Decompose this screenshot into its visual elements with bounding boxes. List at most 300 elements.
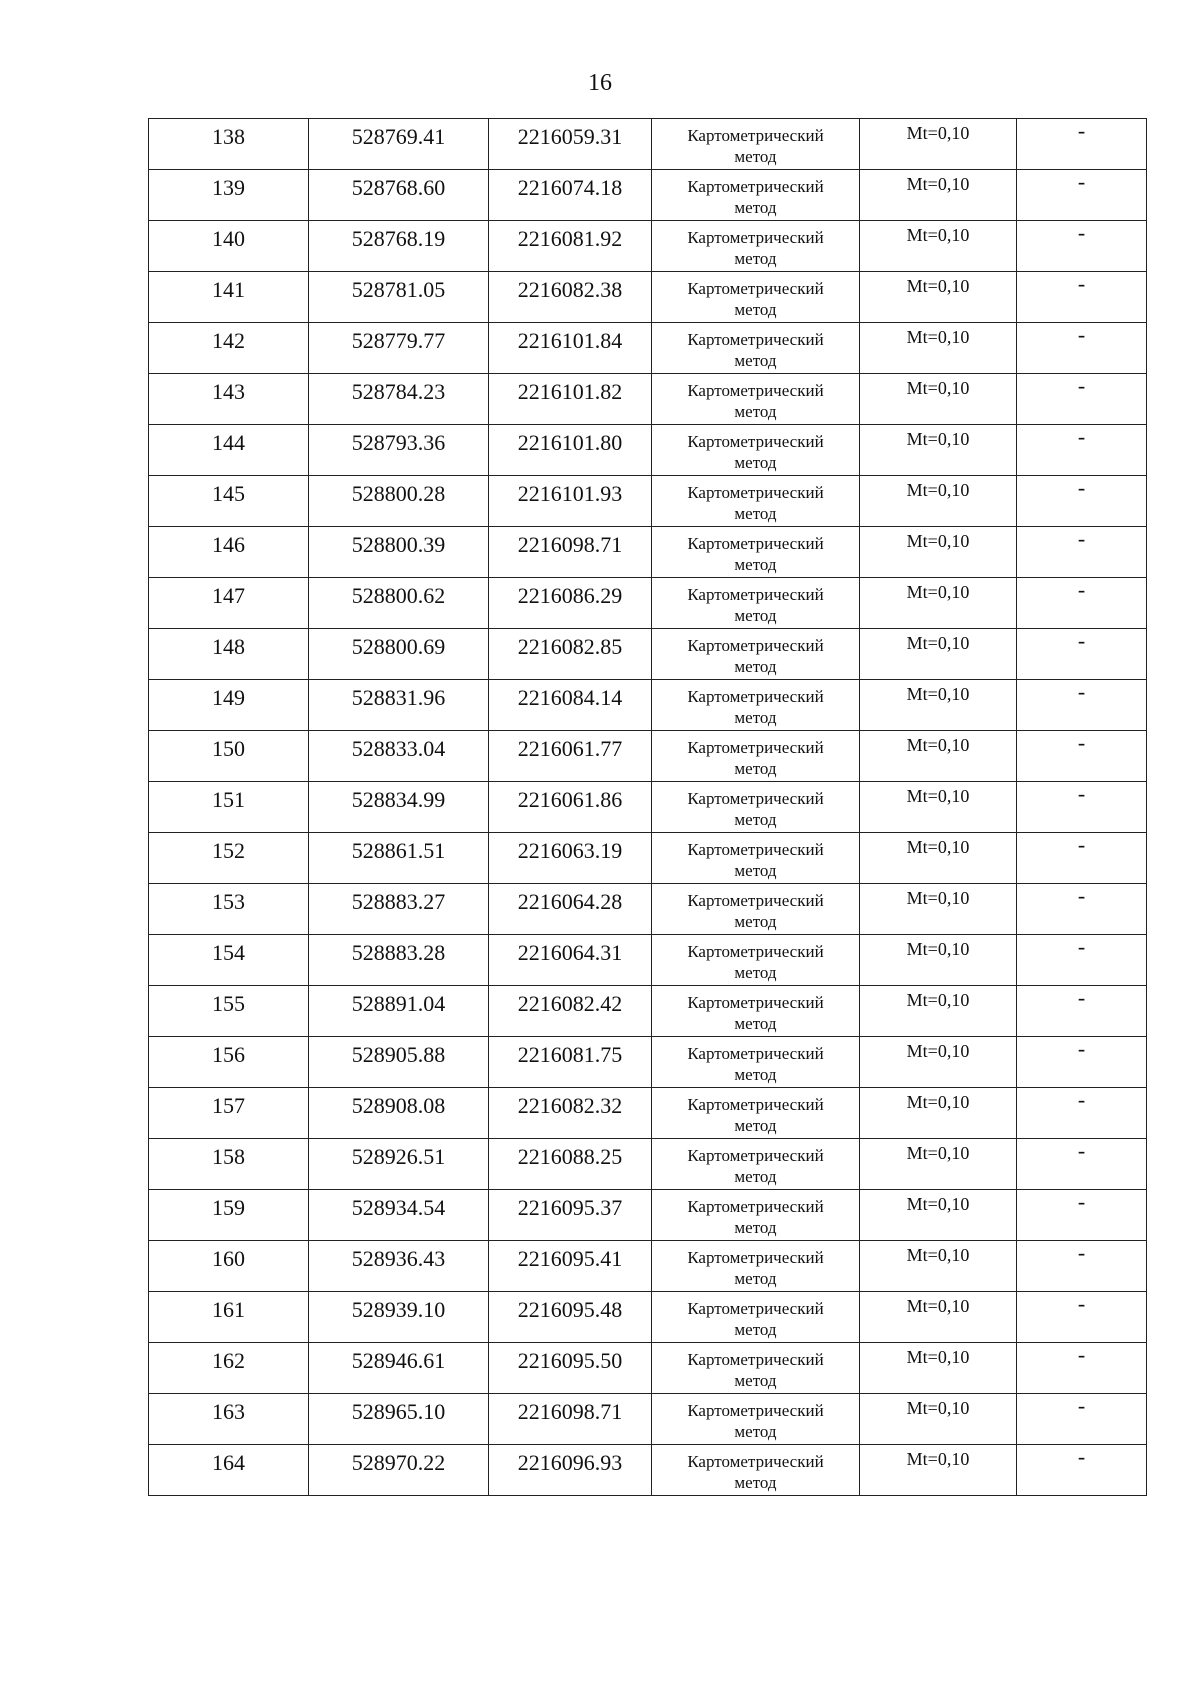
- table-row: [149, 119, 1147, 170]
- y-coordinate-text: 2216101.84: [517, 328, 623, 353]
- note-text: -: [1077, 373, 1086, 398]
- method-text: метод: [734, 249, 777, 268]
- accuracy-cell: [860, 833, 1017, 884]
- x-coordinate-text: 528833.04: [351, 736, 446, 761]
- accuracy-cell: [860, 119, 1017, 170]
- method-text: метод: [734, 1116, 777, 1135]
- accuracy-cell: [860, 680, 1017, 731]
- note-cell: [1017, 935, 1147, 986]
- method-text: метод: [734, 351, 777, 370]
- note-cell: [1017, 374, 1147, 425]
- x-coordinate-cell: [309, 935, 489, 986]
- note-text: -: [1077, 118, 1086, 143]
- method-text: Картометрический: [687, 840, 824, 859]
- note-text: -: [1077, 577, 1086, 602]
- table-row: [149, 833, 1147, 884]
- accuracy-text: Mt=0,10: [906, 1092, 970, 1112]
- method-text: метод: [734, 1269, 777, 1288]
- accuracy-text: Mt=0,10: [906, 225, 970, 245]
- accuracy-cell: [860, 884, 1017, 935]
- table-row: [149, 578, 1147, 629]
- accuracy-cell: [860, 1445, 1017, 1496]
- x-coordinate-text: 528768.19: [351, 226, 446, 251]
- accuracy-text: Mt=0,10: [906, 1041, 970, 1061]
- accuracy-cell: [860, 731, 1017, 782]
- point-number-text: 148: [212, 634, 245, 659]
- x-coordinate-text: 528800.28: [351, 481, 446, 506]
- y-coordinate-cell: [489, 1445, 652, 1496]
- point-number-cell: [149, 1190, 309, 1241]
- y-coordinate-cell: [489, 374, 652, 425]
- note-cell: [1017, 1139, 1147, 1190]
- table-row: [149, 1088, 1147, 1139]
- y-coordinate-text: 2216061.77: [517, 736, 623, 761]
- accuracy-text: Mt=0,10: [906, 1296, 970, 1316]
- method-text: метод: [734, 912, 777, 931]
- accuracy-text: Mt=0,10: [906, 327, 970, 347]
- method-text: Картометрический: [687, 891, 824, 910]
- point-number-text: 145: [212, 481, 245, 506]
- point-number-cell: [149, 1445, 309, 1496]
- y-coordinate-text: 2216095.41: [517, 1246, 623, 1271]
- x-coordinate-cell: [309, 731, 489, 782]
- y-coordinate-cell: [489, 782, 652, 833]
- point-number-text: 155: [212, 991, 245, 1016]
- y-coordinate-text: 2216096.93: [517, 1450, 623, 1475]
- note-cell: [1017, 731, 1147, 782]
- method-text: Картометрический: [687, 177, 824, 196]
- point-number-cell: [149, 1037, 309, 1088]
- x-coordinate-cell: [309, 1037, 489, 1088]
- method-cell: [652, 1445, 860, 1496]
- note-text: -: [1077, 1240, 1086, 1265]
- y-coordinate-text: 2216063.19: [517, 838, 623, 863]
- note-text: -: [1077, 1036, 1086, 1061]
- accuracy-cell: [860, 272, 1017, 323]
- method-text: метод: [734, 300, 777, 319]
- y-coordinate-text: 2216086.29: [517, 583, 623, 608]
- accuracy-text: Mt=0,10: [906, 939, 970, 959]
- method-cell: [652, 476, 860, 527]
- method-text: метод: [734, 147, 777, 166]
- point-number-text: 163: [212, 1399, 245, 1424]
- point-number-text: 141: [212, 277, 245, 302]
- method-cell: [652, 1343, 860, 1394]
- note-cell: [1017, 680, 1147, 731]
- x-coordinate-text: 528891.04: [351, 991, 446, 1016]
- point-number-cell: [149, 476, 309, 527]
- note-text: -: [1077, 1444, 1086, 1469]
- method-cell: [652, 221, 860, 272]
- method-cell: [652, 1088, 860, 1139]
- y-coordinate-cell: [489, 986, 652, 1037]
- note-cell: [1017, 1088, 1147, 1139]
- accuracy-text: Mt=0,10: [906, 276, 970, 296]
- method-cell: [652, 1394, 860, 1445]
- point-number-text: 161: [212, 1297, 245, 1322]
- accuracy-text: Mt=0,10: [906, 735, 970, 755]
- x-coordinate-text: 528779.77: [351, 328, 446, 353]
- y-coordinate-cell: [489, 1190, 652, 1241]
- table-row: [149, 680, 1147, 731]
- method-cell: [652, 1241, 860, 1292]
- x-coordinate-cell: [309, 1445, 489, 1496]
- method-text: Картометрический: [687, 1248, 824, 1267]
- note-text: -: [1077, 832, 1086, 857]
- accuracy-cell: [860, 170, 1017, 221]
- note-text: -: [1077, 781, 1086, 806]
- accuracy-text: Mt=0,10: [906, 378, 970, 398]
- accuracy-cell: [860, 221, 1017, 272]
- table-row: [149, 170, 1147, 221]
- x-coordinate-text: 528908.08: [351, 1093, 446, 1118]
- method-text: метод: [734, 1422, 777, 1441]
- accuracy-cell: [860, 1292, 1017, 1343]
- x-coordinate-text: 528769.41: [351, 124, 446, 149]
- note-cell: [1017, 1241, 1147, 1292]
- accuracy-text: Mt=0,10: [906, 684, 970, 704]
- method-text: Картометрический: [687, 1146, 824, 1165]
- note-cell: [1017, 986, 1147, 1037]
- table-row: [149, 425, 1147, 476]
- point-number-cell: [149, 680, 309, 731]
- table-row: [149, 884, 1147, 935]
- method-text: метод: [734, 1473, 777, 1492]
- x-coordinate-text: 528970.22: [351, 1450, 446, 1475]
- x-coordinate-text: 528883.27: [351, 889, 446, 914]
- method-text: Картометрический: [687, 789, 824, 808]
- table-row: [149, 1445, 1147, 1496]
- method-text: Картометрический: [687, 1350, 824, 1369]
- method-text: Картометрический: [687, 432, 824, 451]
- x-coordinate-cell: [309, 629, 489, 680]
- accuracy-text: Mt=0,10: [906, 1143, 970, 1163]
- method-cell: [652, 884, 860, 935]
- method-text: метод: [734, 861, 777, 880]
- x-coordinate-cell: [309, 221, 489, 272]
- x-coordinate-cell: [309, 833, 489, 884]
- note-text: -: [1077, 679, 1086, 704]
- method-cell: [652, 1190, 860, 1241]
- method-text: Картометрический: [687, 1197, 824, 1216]
- method-text: метод: [734, 504, 777, 523]
- point-number-text: 149: [212, 685, 245, 710]
- note-cell: [1017, 119, 1147, 170]
- y-coordinate-text: 2216082.38: [517, 277, 623, 302]
- table-row: [149, 1292, 1147, 1343]
- x-coordinate-text: 528800.69: [351, 634, 446, 659]
- method-text: метод: [734, 1014, 777, 1033]
- note-text: -: [1077, 730, 1086, 755]
- method-text: метод: [734, 1320, 777, 1339]
- x-coordinate-text: 528926.51: [351, 1144, 446, 1169]
- y-coordinate-cell: [489, 272, 652, 323]
- x-coordinate-cell: [309, 1139, 489, 1190]
- y-coordinate-cell: [489, 935, 652, 986]
- method-text: метод: [734, 555, 777, 574]
- note-cell: [1017, 221, 1147, 272]
- x-coordinate-cell: [309, 578, 489, 629]
- note-cell: [1017, 323, 1147, 374]
- point-number-cell: [149, 731, 309, 782]
- method-text: метод: [734, 1167, 777, 1186]
- x-coordinate-text: 528831.96: [351, 685, 446, 710]
- method-text: Картометрический: [687, 228, 824, 247]
- point-number-cell: [149, 986, 309, 1037]
- page-number: 16: [588, 70, 612, 96]
- accuracy-cell: [860, 1139, 1017, 1190]
- method-text: Картометрический: [687, 381, 824, 400]
- point-number-cell: [149, 1088, 309, 1139]
- note-cell: [1017, 629, 1147, 680]
- accuracy-cell: [860, 476, 1017, 527]
- x-coordinate-cell: [309, 323, 489, 374]
- y-coordinate-cell: [489, 884, 652, 935]
- y-coordinate-cell: [489, 221, 652, 272]
- point-number-text: 139: [212, 175, 245, 200]
- y-coordinate-cell: [489, 629, 652, 680]
- method-text: Картометрический: [687, 330, 824, 349]
- method-cell: [652, 272, 860, 323]
- y-coordinate-text: 2216074.18: [517, 175, 623, 200]
- y-coordinate-cell: [489, 119, 652, 170]
- point-number-cell: [149, 629, 309, 680]
- point-number-text: 164: [212, 1450, 245, 1475]
- y-coordinate-text: 2216101.82: [517, 379, 623, 404]
- method-text: метод: [734, 1218, 777, 1237]
- point-number-text: 142: [212, 328, 245, 353]
- note-cell: [1017, 833, 1147, 884]
- x-coordinate-cell: [309, 374, 489, 425]
- y-coordinate-text: 2216095.48: [517, 1297, 623, 1322]
- table-row: [149, 986, 1147, 1037]
- y-coordinate-text: 2216098.71: [517, 532, 623, 557]
- point-number-text: 160: [212, 1246, 245, 1271]
- point-number-text: 147: [212, 583, 245, 608]
- y-coordinate-cell: [489, 1241, 652, 1292]
- accuracy-text: Mt=0,10: [906, 1245, 970, 1265]
- accuracy-text: Mt=0,10: [906, 582, 970, 602]
- y-coordinate-text: 2216101.93: [517, 481, 623, 506]
- table-row: [149, 374, 1147, 425]
- y-coordinate-cell: [489, 323, 652, 374]
- x-coordinate-cell: [309, 527, 489, 578]
- y-coordinate-cell: [489, 476, 652, 527]
- note-cell: [1017, 1445, 1147, 1496]
- method-text: Картометрический: [687, 687, 824, 706]
- accuracy-text: Mt=0,10: [906, 786, 970, 806]
- method-text: метод: [734, 810, 777, 829]
- x-coordinate-cell: [309, 1292, 489, 1343]
- y-coordinate-text: 2216059.31: [517, 124, 623, 149]
- point-number-cell: [149, 374, 309, 425]
- point-number-text: 146: [212, 532, 245, 557]
- y-coordinate-text: 2216101.80: [517, 430, 623, 455]
- y-coordinate-text: 2216088.25: [517, 1144, 623, 1169]
- point-number-text: 157: [212, 1093, 245, 1118]
- accuracy-text: Mt=0,10: [906, 480, 970, 500]
- y-coordinate-cell: [489, 680, 652, 731]
- note-text: -: [1077, 526, 1086, 551]
- x-coordinate-text: 528768.60: [351, 175, 446, 200]
- x-coordinate-text: 528793.36: [351, 430, 446, 455]
- x-coordinate-cell: [309, 680, 489, 731]
- point-number-text: 143: [212, 379, 245, 404]
- method-text: Картометрический: [687, 585, 824, 604]
- note-cell: [1017, 578, 1147, 629]
- point-number-cell: [149, 833, 309, 884]
- accuracy-cell: [860, 323, 1017, 374]
- point-number-text: 162: [212, 1348, 245, 1373]
- table-row: [149, 1241, 1147, 1292]
- y-coordinate-cell: [489, 1394, 652, 1445]
- note-text: -: [1077, 169, 1086, 194]
- table-row: [149, 272, 1147, 323]
- note-text: -: [1077, 1342, 1086, 1367]
- table-row: [149, 935, 1147, 986]
- accuracy-text: Mt=0,10: [906, 123, 970, 143]
- method-text: Картометрический: [687, 126, 824, 145]
- note-cell: [1017, 476, 1147, 527]
- point-number-cell: [149, 1343, 309, 1394]
- x-coordinate-text: 528800.39: [351, 532, 446, 557]
- accuracy-text: Mt=0,10: [906, 633, 970, 653]
- method-text: метод: [734, 606, 777, 625]
- table-row: [149, 1037, 1147, 1088]
- x-coordinate-text: 528936.43: [351, 1246, 446, 1271]
- method-cell: [652, 374, 860, 425]
- method-cell: [652, 782, 860, 833]
- point-number-cell: [149, 1139, 309, 1190]
- method-text: метод: [734, 708, 777, 727]
- y-coordinate-cell: [489, 578, 652, 629]
- y-coordinate-cell: [489, 731, 652, 782]
- accuracy-text: Mt=0,10: [906, 990, 970, 1010]
- accuracy-text: Mt=0,10: [906, 531, 970, 551]
- note-cell: [1017, 425, 1147, 476]
- x-coordinate-text: 528965.10: [351, 1399, 446, 1424]
- accuracy-text: Mt=0,10: [906, 429, 970, 449]
- y-coordinate-text: 2216095.50: [517, 1348, 623, 1373]
- y-coordinate-text: 2216095.37: [517, 1195, 623, 1220]
- method-text: Картометрический: [687, 1299, 824, 1318]
- note-cell: [1017, 884, 1147, 935]
- method-text: Картометрический: [687, 534, 824, 553]
- y-coordinate-cell: [489, 1292, 652, 1343]
- y-coordinate-text: 2216084.14: [517, 685, 623, 710]
- note-cell: [1017, 272, 1147, 323]
- point-number-text: 153: [212, 889, 245, 914]
- method-text: метод: [734, 657, 777, 676]
- accuracy-cell: [860, 1190, 1017, 1241]
- method-cell: [652, 680, 860, 731]
- y-coordinate-text: 2216064.28: [517, 889, 623, 914]
- note-text: -: [1077, 271, 1086, 296]
- point-number-cell: [149, 170, 309, 221]
- y-coordinate-cell: [489, 1139, 652, 1190]
- point-number-text: 159: [212, 1195, 245, 1220]
- x-coordinate-cell: [309, 1241, 489, 1292]
- method-text: Картометрический: [687, 279, 824, 298]
- x-coordinate-text: 528781.05: [351, 277, 446, 302]
- accuracy-cell: [860, 935, 1017, 986]
- x-coordinate-cell: [309, 986, 489, 1037]
- y-coordinate-text: 2216082.85: [517, 634, 623, 659]
- method-text: метод: [734, 1065, 777, 1084]
- method-text: Картометрический: [687, 993, 824, 1012]
- point-number-text: 156: [212, 1042, 245, 1067]
- method-cell: [652, 986, 860, 1037]
- point-number-cell: [149, 782, 309, 833]
- accuracy-cell: [860, 527, 1017, 578]
- accuracy-text: Mt=0,10: [906, 1398, 970, 1418]
- accuracy-cell: [860, 1037, 1017, 1088]
- point-number-cell: [149, 884, 309, 935]
- note-cell: [1017, 1292, 1147, 1343]
- table-row: [149, 527, 1147, 578]
- method-cell: [652, 119, 860, 170]
- note-text: -: [1077, 1138, 1086, 1163]
- y-coordinate-cell: [489, 170, 652, 221]
- x-coordinate-text: 528800.62: [351, 583, 446, 608]
- x-coordinate-cell: [309, 119, 489, 170]
- note-text: -: [1077, 934, 1086, 959]
- y-coordinate-text: 2216061.86: [517, 787, 623, 812]
- method-text: Картометрический: [687, 942, 824, 961]
- x-coordinate-cell: [309, 1343, 489, 1394]
- note-text: -: [1077, 1189, 1086, 1214]
- method-text: метод: [734, 963, 777, 982]
- y-coordinate-cell: [489, 1088, 652, 1139]
- table-row: [149, 1394, 1147, 1445]
- method-text: Картометрический: [687, 483, 824, 502]
- accuracy-cell: [860, 1088, 1017, 1139]
- method-text: Картометрический: [687, 1401, 824, 1420]
- x-coordinate-text: 528834.99: [351, 787, 446, 812]
- y-coordinate-text: 2216082.32: [517, 1093, 623, 1118]
- accuracy-cell: [860, 782, 1017, 833]
- method-text: метод: [734, 1371, 777, 1390]
- x-coordinate-cell: [309, 272, 489, 323]
- accuracy-cell: [860, 1241, 1017, 1292]
- note-text: -: [1077, 220, 1086, 245]
- note-text: -: [1077, 424, 1086, 449]
- method-cell: [652, 578, 860, 629]
- note-cell: [1017, 1190, 1147, 1241]
- point-number-cell: [149, 272, 309, 323]
- x-coordinate-cell: [309, 782, 489, 833]
- point-number-text: 158: [212, 1144, 245, 1169]
- table-row: [149, 1190, 1147, 1241]
- x-coordinate-cell: [309, 1394, 489, 1445]
- x-coordinate-cell: [309, 1088, 489, 1139]
- y-coordinate-text: 2216081.92: [517, 226, 623, 251]
- x-coordinate-text: 528946.61: [351, 1348, 446, 1373]
- table-row: [149, 221, 1147, 272]
- method-text: метод: [734, 402, 777, 421]
- x-coordinate-text: 528905.88: [351, 1042, 446, 1067]
- method-cell: [652, 425, 860, 476]
- note-text: -: [1077, 883, 1086, 908]
- y-coordinate-text: 2216082.42: [517, 991, 623, 1016]
- note-text: -: [1077, 1087, 1086, 1112]
- note-cell: [1017, 782, 1147, 833]
- point-number-cell: [149, 119, 309, 170]
- note-cell: [1017, 1394, 1147, 1445]
- x-coordinate-cell: [309, 170, 489, 221]
- point-number-text: 151: [212, 787, 245, 812]
- point-number-text: 152: [212, 838, 245, 863]
